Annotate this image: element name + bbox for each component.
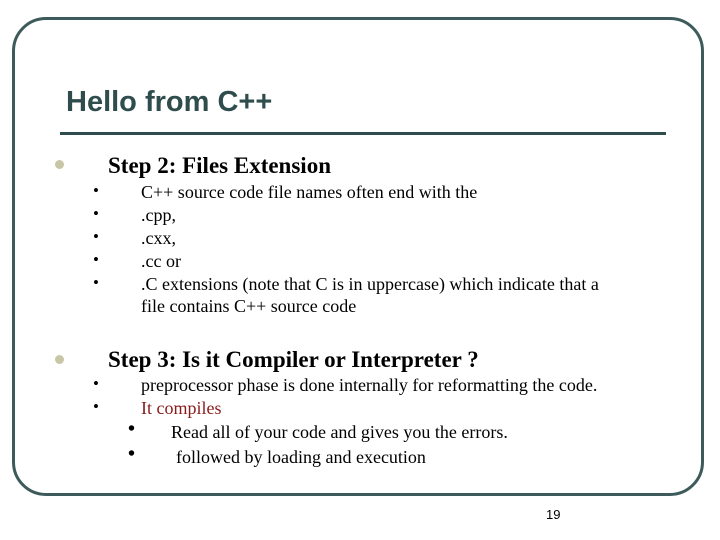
section-bullet-1: [55, 160, 64, 169]
section-heading-2: Step 3: Is it Compiler or Interpreter ?: [108, 347, 479, 372]
bullet-icon: •: [128, 418, 136, 440]
list-item: preprocessor phase is done internally for reformatting the code.: [141, 375, 598, 395]
list-item: .cc or: [141, 251, 181, 271]
list-item: .C extensions (note that C is in uppercase) which indicate that a: [141, 274, 599, 294]
page-number: 19: [546, 507, 561, 522]
bullet-icon: •: [93, 374, 99, 393]
slide-title: Hello from C++: [66, 86, 273, 118]
bullet-icon: •: [93, 397, 99, 416]
bullet-icon: •: [93, 227, 99, 246]
list-item: .cpp,: [141, 205, 176, 225]
bullet-icon: •: [128, 443, 136, 465]
list-item-continuation: file contains C++ source code: [141, 296, 357, 316]
section-bullet-2: [55, 355, 64, 364]
sub-list-item: followed by loading and execution: [176, 447, 426, 467]
sub-list-item: Read all of your code and gives you the errors.: [171, 422, 508, 442]
bullet-icon: •: [93, 204, 99, 223]
bullet-icon: •: [93, 273, 99, 292]
title-underline: [60, 132, 666, 135]
list-item: .cxx,: [141, 228, 176, 248]
bullet-icon: •: [93, 181, 99, 200]
list-item-highlight: It compiles: [141, 398, 222, 418]
bullet-icon: •: [93, 250, 99, 269]
section-heading-1: Step 2: Files Extension: [108, 153, 331, 178]
list-item: C++ source code file names often end with the: [141, 182, 478, 202]
